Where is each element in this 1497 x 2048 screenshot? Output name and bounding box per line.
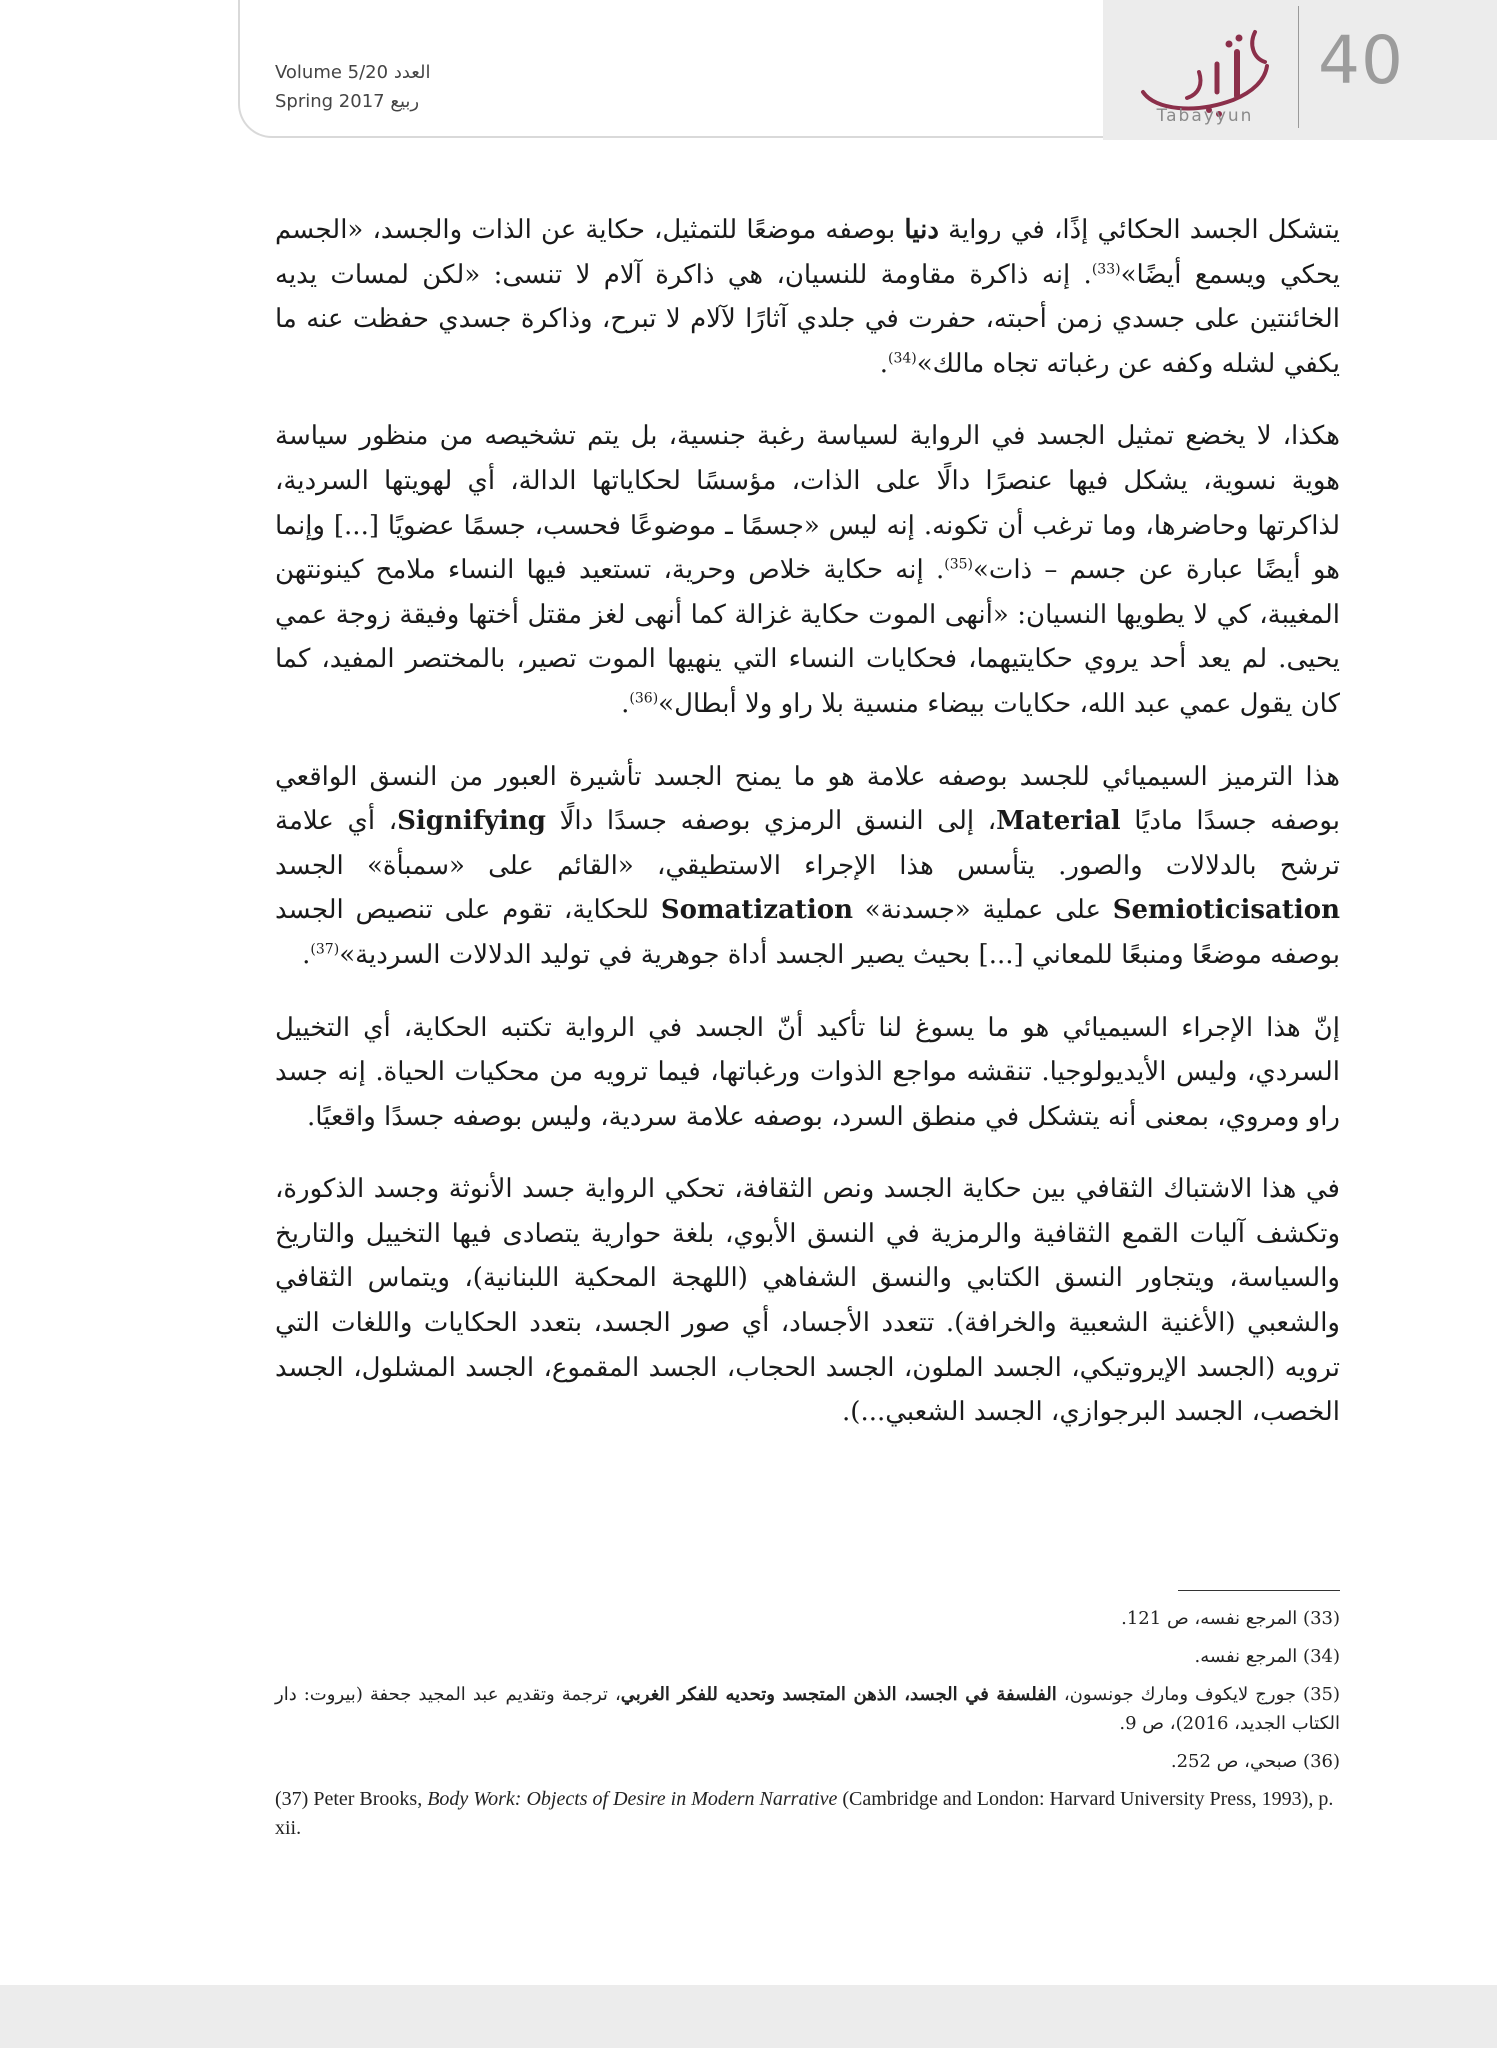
term-semioticisation: Semioticisation	[1112, 895, 1340, 926]
paragraph-1	[275, 208, 1340, 386]
footnote-37	[275, 1785, 1340, 1843]
text-run: ، إلى النسق الرمزي بوصفه جسدًا دالًا	[545, 806, 997, 837]
footnote-33: (33) المرجع نفسه، ص 121.	[1121, 1608, 1340, 1629]
novel-title: دنيا	[904, 215, 939, 245]
footnote-ref-34[interactable]: (34)	[887, 350, 917, 367]
text-run: ، أي علامة ترشح بالدلالات والصور. يتأسس هذا الإجراء الاستطيقي، «القائم على «سمبأة» الجسد	[275, 806, 1340, 881]
text-run: .	[879, 348, 888, 379]
footnote-34: (34) المرجع نفسه.	[1194, 1646, 1340, 1667]
book-title: Body Work: Objects of Desire in Modern Narrative	[427, 1788, 838, 1810]
footnotes	[275, 1604, 1340, 1852]
text-run: يتشكل الجسد الحكائي إذًا، في رواية	[938, 215, 1341, 245]
text-run: للحكاية، تقوم على تنصيص الجسد بوصفه موضعًا ومنبعًا للمعاني [...] بحيث يصير الجسد أداة جوهرية في توليد الدلالات السردية»	[275, 895, 1340, 970]
paragraph-3	[275, 755, 1340, 978]
text-run: (Cambridge and London: Harvard University Press, 1993), p. xii.	[275, 1788, 1334, 1839]
logo-wordmark: Tabayyun	[1156, 106, 1254, 126]
page-footer-band	[0, 1985, 1497, 2048]
paragraph-2	[275, 414, 1340, 726]
season-line	[275, 87, 430, 116]
volume-ar: العدد	[393, 62, 431, 83]
text-run: (37) Peter Brooks,	[275, 1788, 428, 1810]
paragraph-5: في هذا الاشتباك الثقافي بين حكاية الجسد ونص الثقافة، تحكي الرواية جسد الأنوثة وجسد الذكورة، وتكشف آليات القمع الثقافية والرمزية في النسق الأبوي، بلغة حوارية يتصادى فيها التخييل والتاريخ والسياسة، ويتجاور النسق الكتابي والنسق الشفاهي (اللهجة المحكية اللبنانية)، ويتماس الثقافي والشعبي (الأغنية الشعبية والخرافة). تتعدد الأجساد، أي صور الجسد، بتعدد الحكايات واللغات التي ترويه (الجسد الإيروتيكي، الجسد الملون، الجسد الحجاب، الجسد المقموع، الجسد المشلول، الجسد الخصب، الجسد البرجوازي، الجسد الشعبي...).	[275, 1174, 1340, 1428]
issue-info	[275, 58, 430, 116]
term-signifying: Signifying	[397, 806, 546, 837]
footnote-ref-33[interactable]: (33)	[1091, 260, 1121, 277]
season-ar: ربيع	[390, 91, 420, 112]
term-somatization: Somatization	[660, 895, 853, 926]
page-number: 40	[1318, 22, 1404, 99]
footnote-35	[275, 1680, 1340, 1738]
text-run: .	[621, 688, 630, 719]
text-run: على عملية «جسدنة»	[852, 895, 1113, 926]
footnote-separator	[1178, 1590, 1340, 1591]
text-run: هذا الترميز السيميائي للجسد بوصفه علامة هو ما يمنح الجسد تأشيرة العبور من النسق الواقعي بوصفه جسدًا ماديًا	[275, 761, 1341, 837]
book-title: الفلسفة في الجسد، الذهن المتجسد وتحديه للفكر الغربي	[620, 1684, 1057, 1705]
footnote-ref-36[interactable]: (36)	[629, 690, 659, 707]
text-run: هكذا، لا يخضع تمثيل الجسد في الرواية لسياسة رغبة جنسية، بل يتم تشخيصه من منظور سياسة هوية نسوية، يشكل فيها عنصرًا دالًا على الذات، مؤسسًا لحكاياتها الدالة، أي لهويتها السردية، لذاكرتها وحاضرها، وما ترغب أن تكونه. إنه ليس «جسمًا ـ موضوعًا فحسب، جسمًا عضويًا [...] وإنما هو أيضًا عبارة عن جسم – ذات»	[275, 421, 1340, 586]
footnote-36: (36) صبحي، ص 252.	[1170, 1751, 1340, 1772]
text-run: بوصفه موضعًا للتمثيل، حكاية عن الذات والجسد، «الجسم يحكي ويسمع أيضًا»	[275, 215, 1340, 290]
footnote-ref-35[interactable]: (35)	[944, 556, 973, 573]
article-body	[275, 208, 1340, 1435]
text-run: ، ترجمة وتقديم عبد المجيد جحفة (بيروت: دار الكتاب الجديد، 2016)، ص 9.	[275, 1684, 1340, 1734]
text-run: .	[302, 939, 311, 970]
text-run: . إنه ذاكرة مقاومة للنسيان، هي ذاكرة آلام لا تنسى: «لكن لمسات يديه الخائنتين على جسدي زمن أحبته، حفرت في جلدي آثارًا لآلام لا تبرح، وذاكرة جسدي حفظت عنه ما يكفي لشله وكفه عن رغباته تجاه مالك»	[275, 259, 1340, 379]
text-run: . إنه حكاية خلاص وحرية، تستعيد فيها النساء ملامح كينونتهن المغيبة، كي لا يطويها النسيان: «أنهى الموت حكاية غزالة كما أنهى لغز مقتل أختها وفيقة زوجة عمي يحيى. لم يعد أحد يروي حكايتيهما، فحكايات النساء التي ينهيها الموت تصير، بالمختصر المفيد، كما كان يقول عمي عبد الله، حكايات بيضاء منسية بلا راو ولا أبطال»	[275, 555, 1340, 719]
volume-line	[275, 58, 430, 87]
season: Spring 2017	[275, 91, 385, 112]
paragraph-4: إنّ هذا الإجراء السيميائي هو ما يسوغ لنا تأكيد أنّ الجسد في الرواية تكتبه الحكاية، أي التخييل السردي، وليس الأيديولوجيا. تنقشه مواجع الذوات ورغباتها، فيما ترويه من محكيات الحياة. إنه جسد راو ومروي، بمعنى أنه يتشكل في منطق السرد، بوصفه علامة سردية، وليس بوصفه جسدًا واقعيًا.	[275, 1012, 1340, 1132]
footnote-ref-37[interactable]: (37)	[310, 941, 340, 958]
volume: Volume 5/20	[275, 62, 389, 83]
text-run: (35) جورج لايكوف ومارك جونسون،	[1056, 1684, 1341, 1705]
term-material: Material	[996, 806, 1121, 837]
header-divider	[1298, 6, 1299, 128]
